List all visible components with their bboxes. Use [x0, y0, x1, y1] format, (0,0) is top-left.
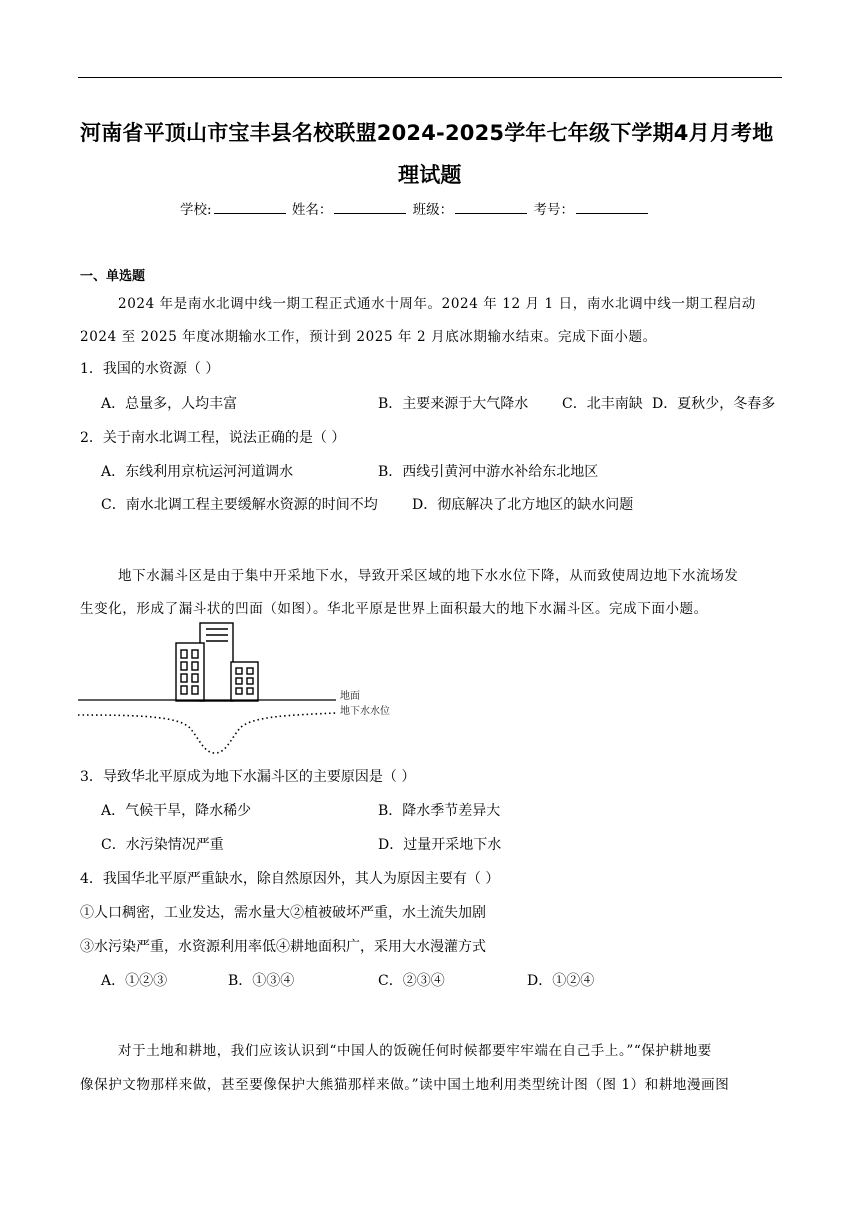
q1-option-d: D．夏秋少，冬春多: [652, 396, 776, 412]
q4-option-b: B．①③④: [228, 973, 295, 989]
water-table-line: [78, 713, 336, 753]
intro3-line1: 对于土地和耕地，我们应该认识到“中国人的饭碗任何时候都要牢牢端在自己手上。”“保护耕地要: [118, 1043, 712, 1059]
page-title-line1: 河南省平顶山市宝丰县名校联盟2024-2025学年七年级下学期4月月考地: [80, 121, 774, 145]
q2-option-c: C．南水北调工程主要缓解水资源的时间不均: [101, 497, 378, 513]
exam-number-label: 考号：: [533, 202, 574, 218]
student-info-row: [180, 198, 650, 218]
intro2-line1: 地下水漏斗区是由于集中开采地下水，导致开采区域的地下水水位下降，从而致使周边地下水流场发: [118, 568, 739, 584]
q3-option-d: D．过量开采地下水: [378, 837, 502, 853]
page-title-line2: 理试题: [398, 163, 462, 187]
q2-option-d: D．彻底解决了北方地区的缺水问题: [412, 497, 634, 513]
intro1-line2: 2024 至 2025 年度冰期输水工作，预计到 2025 年 2 月底冰期输水结束。完成下面小题。: [80, 329, 657, 345]
ground-label: 地面: [340, 691, 360, 702]
intro1-line1: 2024 年是南水北调中线一期工程正式通水十周年。2024 年 12 月 1 日，南水北调中线一期工程启动: [118, 296, 757, 312]
q1-stem: 1．我国的水资源（ ）: [80, 361, 220, 377]
q2-option-a: A．东线利用京杭运河河道调水: [101, 464, 294, 480]
q3-option-a: A．气候干旱，降水稀少: [101, 803, 252, 819]
class-blank: [455, 201, 527, 214]
q1-option-c: C．北丰南缺: [562, 396, 643, 412]
q3-stem: 3．导致华北平原成为地下水漏斗区的主要原因是（ ）: [80, 769, 416, 785]
q4-option-a: A．①②③: [101, 973, 168, 989]
q4-stem: 4．我国华北平原严重缺水，除自然原因外，其人为原因主要有（ ）: [80, 871, 500, 887]
water-table-label: 地下水水位: [340, 706, 390, 717]
section-heading: 一、单选题: [80, 269, 146, 284]
q4-option-d: D．①②④: [527, 973, 595, 989]
q4-statements-line1: ①人口稠密，工业发达，需水量大②植被破坏严重，水土流失加剧: [80, 905, 486, 921]
school-blank: [214, 201, 286, 214]
name-blank: [334, 201, 406, 214]
q1-option-b: B．主要来源于大气降水: [378, 396, 529, 412]
exam-number-blank: [576, 201, 648, 214]
q3-option-b: B．降水季节差异大: [378, 803, 501, 819]
q2-stem: 2．关于南水北调工程，说法正确的是（ ）: [80, 430, 346, 446]
intro3-line2: 像保护文物那样来做，甚至要像保护大熊猫那样来做。”读中国土地利用类型统计图（图 1）和耕地漫画图: [80, 1077, 730, 1093]
q4-option-c: C．②③④: [378, 973, 445, 989]
buildings-illustration: [176, 623, 258, 701]
header-rule: [78, 77, 782, 78]
class-label: 班级：: [412, 202, 454, 218]
groundwater-funnel-figure: [78, 620, 418, 760]
name-label: 姓名：: [291, 202, 333, 218]
q1-option-a: A．总量多，人均丰富: [101, 396, 238, 412]
q2-option-b: B．西线引黄河中游水补给东北地区: [378, 464, 599, 480]
school-label: 学校:: [180, 202, 212, 218]
q3-option-c: C．水污染情况严重: [101, 837, 224, 853]
q4-statements-line2: ③水污染严重，水资源利用率低④耕地面积广，采用大水漫灌方式: [80, 939, 486, 955]
intro2-line2: 生变化，形成了漏斗状的凹面（如图）。华北平原是世界上面积最大的地下水漏斗区。完成下面小题。: [80, 601, 708, 617]
